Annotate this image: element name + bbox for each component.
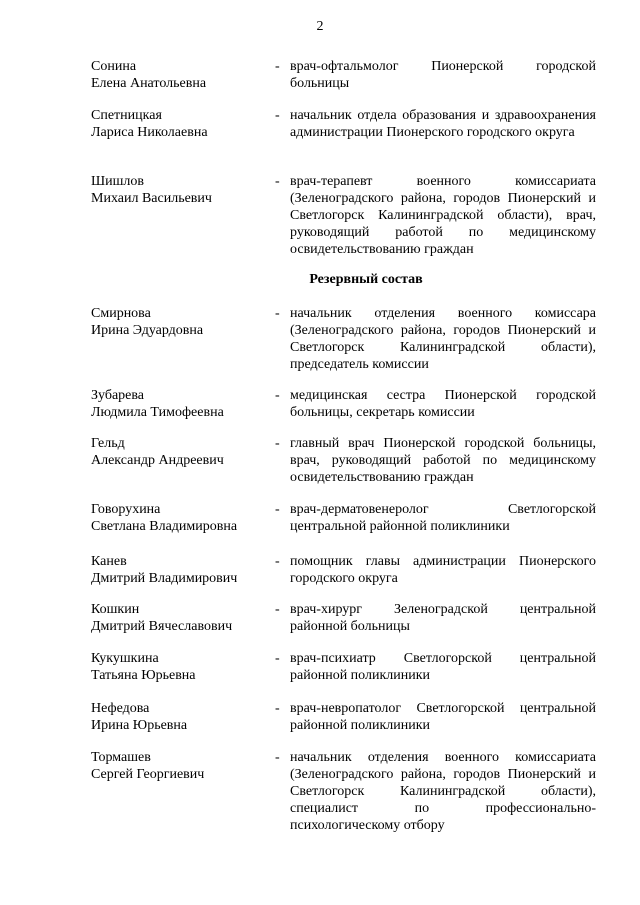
member-surname: Шишлов: [91, 174, 144, 189]
member-given-names: Дмитрий Вячеславович: [91, 619, 233, 634]
member-name: [91, 553, 271, 587]
member-role: врач-психиатр Светлогорской центральной районной поликлиники: [290, 651, 596, 683]
member-surname: Канев: [91, 554, 127, 569]
member-surname: Гельд: [91, 436, 125, 451]
member-surname: Тормашев: [91, 750, 151, 765]
member-name: [91, 387, 271, 421]
member-given-names: Дмитрий Владимирович: [91, 571, 238, 586]
member-name: [91, 107, 271, 141]
member-role: врач-терапевт военного комиссариата (Зеленоградского района, городов Пионерский и Светлогорск Калининградской области), врач, руководящий работой по медицинскому освидетельствованию граждан: [290, 174, 596, 257]
reserve-section-heading: Резервный состав: [309, 272, 423, 287]
dash-separator: -: [275, 602, 280, 617]
dash-separator: -: [275, 59, 280, 74]
member-given-names: Александр Андреевич: [91, 453, 224, 468]
member-name: [91, 305, 271, 339]
member-surname: Спетницкая: [91, 108, 162, 123]
member-name: [91, 173, 271, 207]
member-given-names: Михаил Васильевич: [91, 191, 212, 206]
member-given-names: Лариса Николаевна: [91, 125, 208, 140]
member-surname: Кукушкина: [91, 651, 159, 666]
member-name: [91, 501, 271, 535]
member-name: [91, 58, 271, 92]
dash-separator: -: [275, 750, 280, 765]
page-number: 2: [316, 19, 324, 34]
member-name: [91, 749, 271, 783]
member-surname: Кошкин: [91, 602, 140, 617]
member-surname: Смирнова: [91, 306, 151, 321]
member-surname: Говорухина: [91, 502, 161, 517]
member-name: [91, 650, 271, 684]
member-given-names: Ирина Юрьевна: [91, 718, 188, 733]
dash-separator: -: [275, 651, 280, 666]
member-given-names: Ирина Эдуардовна: [91, 323, 204, 338]
member-role: начальник отдела образования и здравоохранения администрации Пионерского городского округа: [290, 108, 596, 140]
member-role: врач-офтальмолог Пионерской городской больницы: [290, 59, 596, 91]
member-role: помощник главы администрации Пионерского городского округа: [290, 554, 596, 586]
member-given-names: Светлана Владимировна: [91, 519, 238, 534]
member-role: врач-невропатолог Светлогорской центральной районной поликлиники: [290, 701, 596, 733]
member-role: начальник отделения военного комиссариата (Зеленоградского района, городов Пионерский и Светлогорск Калининградской области), специалист по профессионально-психологическому отбору: [290, 750, 596, 833]
member-role: врач-дерматовенеролог Светлогорской центральной районной поликлиники: [290, 502, 596, 534]
dash-separator: -: [275, 436, 280, 451]
dash-separator: -: [275, 306, 280, 321]
dash-separator: -: [275, 108, 280, 123]
dash-separator: -: [275, 502, 280, 517]
member-surname: Сонина: [91, 59, 137, 74]
member-name: [91, 435, 271, 469]
member-surname: Нефедова: [91, 701, 150, 716]
member-surname: Зубарева: [91, 388, 145, 403]
member-given-names: Татьяна Юрьевна: [91, 668, 196, 683]
dash-separator: -: [275, 554, 280, 569]
member-role: медицинская сестра Пионерской городской больницы, секретарь комиссии: [290, 388, 596, 420]
member-given-names: Сергей Георгиевич: [91, 767, 205, 782]
member-role: главный врач Пионерской городской больницы, врач, руководящий работой по медицинскому освидетельствованию граждан: [290, 436, 596, 485]
dash-separator: -: [275, 174, 280, 189]
member-role: начальник отделения военного комиссара (Зеленоградского района, городов Пионерский и Светлогорск Калининградской области), председатель комиссии: [290, 306, 596, 372]
member-role: врач-хирург Зеленоградской центральной районной больницы: [290, 602, 596, 634]
dash-separator: -: [275, 701, 280, 716]
member-given-names: Людмила Тимофеевна: [91, 405, 224, 420]
member-given-names: Елена Анатольевна: [91, 76, 207, 91]
member-name: [91, 601, 271, 635]
dash-separator: -: [275, 388, 280, 403]
member-name: [91, 700, 271, 734]
